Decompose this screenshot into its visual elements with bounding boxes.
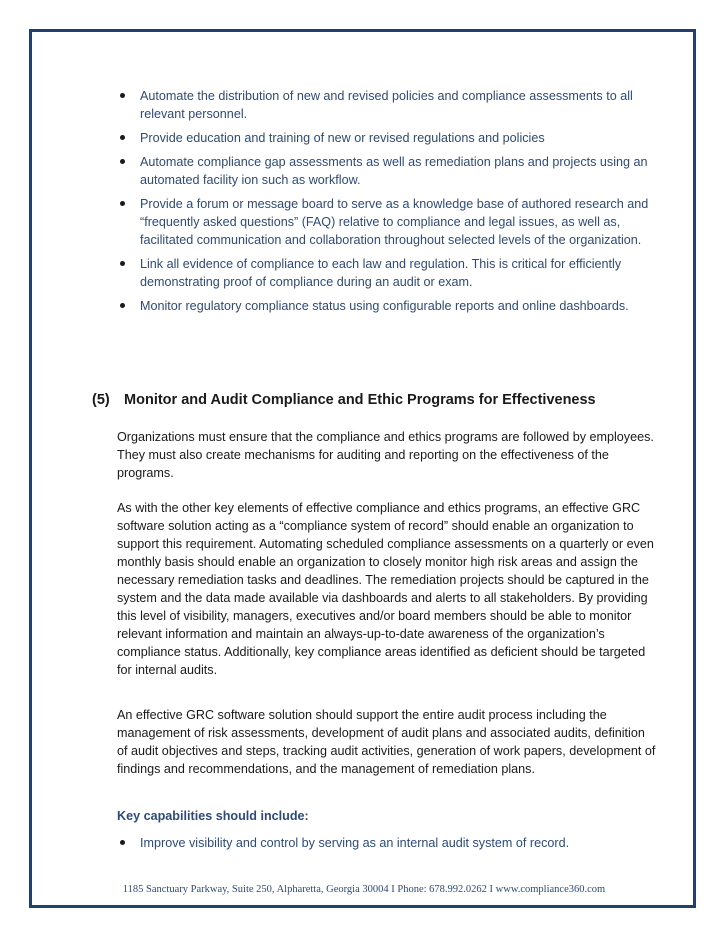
top-bullet-list bbox=[116, 87, 656, 321]
list-item: Provide education and training of new or revised regulations and policies bbox=[116, 129, 656, 147]
paragraph-1: Organizations must ensure that the compliance and ethics programs are followed by employees. They must also create mechanisms for auditing and reporting on the effectiveness of the programs. bbox=[117, 430, 654, 480]
list-item: Provide a forum or message board to serve as a knowledge base of authored research and “frequently asked questions” (FAQ) relative to compliance and legal issues, as well as, facilitated communication and collaboration throughout selected levels of the organization. bbox=[116, 195, 656, 249]
paragraph-2: As with the other key elements of effective compliance and ethics programs, an effective GRC software solution acting as a “compliance system of record” should enable an organization to support this requirement. Automating scheduled compliance assessments on a quarterly or even monthly basis should enable an organization to closely monitor high risk areas and assign the necessary remediation tasks and deadlines. The remediation projects should be captured in the system and the data made available via dashboards and alerts to all stakeholders. By providing this level of visibility, managers, executives and/or board members should be able to monitor relevant information and maintain an always-up-to-date awareness of the organization’s compliance status. Additionally, key compliance areas identified as deficient should be targeted for internal audits. bbox=[117, 501, 654, 677]
key-capabilities-heading: Key capabilities should include: bbox=[117, 809, 309, 823]
section-title: Monitor and Audit Compliance and Ethic Programs for Effectiveness bbox=[124, 392, 596, 408]
page-footer: 1185 Sanctuary Parkway, Suite 250, Alpharetta, Georgia 30004 I Phone: 678.992.0262 I www.compliance360.com bbox=[122, 884, 606, 895]
section-number: (5) bbox=[92, 392, 110, 408]
list-item: Improve visibility and control by serving as an internal audit system of record. bbox=[116, 834, 656, 852]
list-item: Monitor regulatory compliance status using configurable reports and online dashboards. bbox=[116, 297, 656, 315]
key-capabilities-list bbox=[116, 834, 656, 858]
list-item: Link all evidence of compliance to each law and regulation. This is critical for efficiently demonstrating proof of compliance during an audit or exam. bbox=[116, 255, 656, 291]
list-item: Automate the distribution of new and revised policies and compliance assessments to all relevant personnel. bbox=[116, 87, 656, 123]
paragraph-3: An effective GRC software solution should support the entire audit process including the management of risk assessments, development of audit plans and associated audits, definition of audit objectives and steps, tracking audit activities, generation of work papers, development of findings and recommendations, and the management of remediation plans. bbox=[117, 708, 656, 776]
list-item: Automate compliance gap assessments as well as remediation plans and projects using an automated facility ion such as workflow. bbox=[116, 153, 656, 189]
section-heading bbox=[92, 392, 692, 408]
